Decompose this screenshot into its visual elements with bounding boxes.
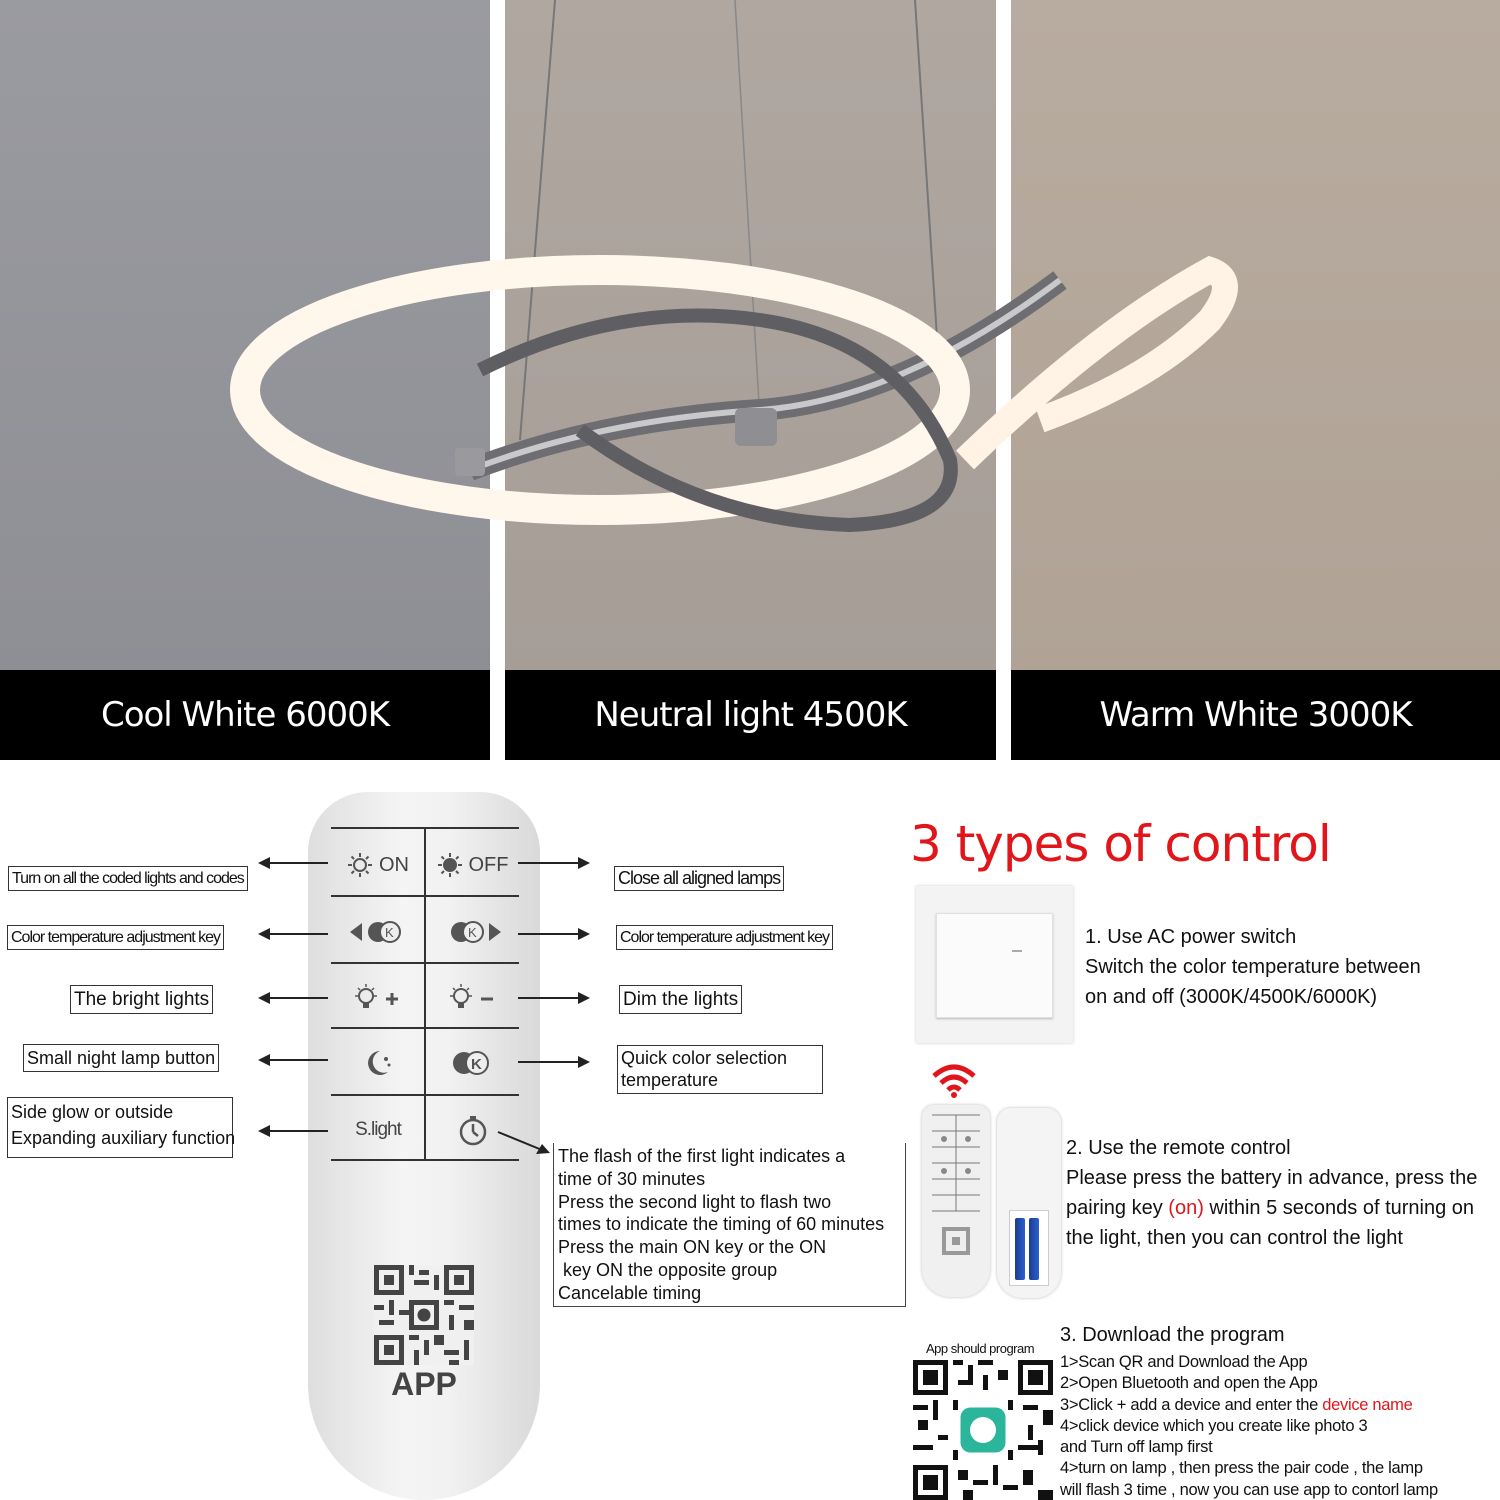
quick-color-button[interactable] [426,1036,519,1090]
quick-color-icon [449,1049,497,1077]
method2-line2a: pairing key [1066,1197,1169,1219]
timer-line: Press the main ON key or the ON [558,1237,827,1258]
step-item: and Turn off lamp first [1060,1438,1213,1457]
remote-app-qr-code [374,1265,474,1365]
method3-heading: 3. Download the program [1060,1324,1285,1346]
arrow-right [518,997,588,999]
method2-text [1066,1133,1477,1253]
bulb-plus-icon [352,984,404,1012]
arrow-diagonal [496,1128,554,1156]
control-types-title: 3 types of control [910,815,1331,873]
moon-star-icon [364,1048,392,1078]
svg-text:K: K [385,925,394,940]
on-button[interactable] [332,840,424,890]
pairing-key-highlight: (on) [1168,1197,1204,1219]
label-quick-color-line1: Quick color selection [621,1048,788,1068]
sun-outline-icon [347,852,373,878]
arrow-right [518,1061,588,1063]
method2-line1: Please press the battery in advance, press the [1066,1167,1478,1189]
night-lamp-button[interactable] [332,1036,424,1090]
warm-white-caption: Warm White 3000K [1011,670,1500,760]
step-item: will flash 3 time , now you can use app to contorl lamp [1060,1480,1438,1499]
step-item: 2>Open Bluetooth and open the App [1060,1374,1318,1393]
color-temp-left-icon [348,919,408,945]
svg-text:K: K [470,1056,482,1073]
method1-heading: 1. Use AC power switch [1085,926,1297,948]
step-item: 4>turn on lamp , then press the pair code , the lamp [1060,1459,1423,1478]
off-label: OFF [468,853,509,876]
label-turn-on-all: Turn on all the coded lights and codes [8,866,248,891]
app-qr-caption: App should program [926,1341,1035,1356]
label-close-all: Close all aligned lamps [614,866,784,891]
color-temp-left-button[interactable] [332,906,424,958]
slight-label: S.light [355,1119,401,1140]
label-side-glow-line1: Side glow or outside [11,1102,174,1122]
method3-steps [1060,1352,1438,1500]
method2-line2c: within 5 seconds of turning on [1203,1197,1475,1219]
slight-button[interactable] [332,1104,424,1156]
timer-line: Press the second light to flash two [558,1191,832,1212]
timer-line: key ON the opposite group [558,1259,778,1280]
method1-text [1085,922,1421,1012]
arrow-left [260,1059,328,1061]
app-label: APP [391,1366,457,1402]
step-item: 4>click device which you create like photo 3 [1060,1416,1368,1435]
bulb-minus-icon [447,984,499,1012]
sun-filled-icon [437,852,463,878]
label-side-glow-line2: Expanding auxiliary function [11,1128,236,1148]
label-color-temp-right: Color temperature adjustment key [616,925,833,950]
svg-text:K: K [467,925,477,940]
mini-remote-keypad [922,1105,990,1297]
brighten-button[interactable] [332,972,424,1024]
method2-line2 [1066,1193,1477,1223]
timer-line: Cancelable timing [558,1282,702,1303]
timer-description [553,1143,906,1307]
off-button[interactable] [426,840,519,890]
mini-remote-back [997,1108,1061,1298]
method1-line1: Switch the color temperature between [1085,956,1421,978]
device-name-highlight: device name [1322,1395,1413,1414]
arrow-right [518,933,588,935]
on-label: ON [379,853,409,876]
arrow-left [260,1130,328,1132]
color-temp-right-icon [443,919,503,945]
wifi-signal-icon [931,1062,977,1098]
step-item: 1>Scan QR and Download the App [1060,1353,1308,1371]
method2-line3: the light, then you can control the light [1066,1227,1403,1249]
arrow-left [260,997,328,999]
method1-line2: on and off (3000K/4500K/6000K) [1085,986,1378,1008]
label-quick-color [617,1045,823,1094]
timer-line: The flash of the first light indicates a [558,1146,846,1166]
label-night-lamp: Small night lamp button [23,1044,219,1072]
label-side-glow [7,1097,236,1158]
label-dim-lights: Dim the lights [619,985,742,1014]
timer-icon [458,1114,488,1146]
step3-text: 3>Click + add a device and enter the [1060,1395,1323,1414]
switch-rocker [936,913,1053,1018]
battery [1015,1218,1025,1280]
app-download-qr-code [912,1360,1054,1500]
battery [1029,1218,1039,1280]
arrow-left [260,862,328,864]
timer-line: time of 30 minutes [558,1168,706,1189]
timer-line: times to indicate the timing of 60 minutes [558,1214,885,1235]
neutral-light-caption: Neutral light 4500K [505,670,996,760]
arrow-left [260,933,328,935]
color-temp-right-button[interactable] [426,906,519,958]
label-color-temp-left: Color temperature adjustment key [7,925,224,950]
step-item [1060,1395,1438,1416]
dim-button[interactable] [426,972,519,1024]
mini-remote-front [922,1105,990,1297]
method2-heading: 2. Use the remote control [1066,1137,1291,1159]
cool-white-caption: Cool White 6000K [0,670,490,760]
switch-indicator [1012,950,1022,952]
arrow-right [518,862,588,864]
label-quick-color-line2: temperature [621,1070,719,1090]
label-bright-lights: The bright lights [70,985,213,1014]
wall-switch-image [916,886,1073,1043]
pendant-lamp-illustration [0,0,1500,670]
